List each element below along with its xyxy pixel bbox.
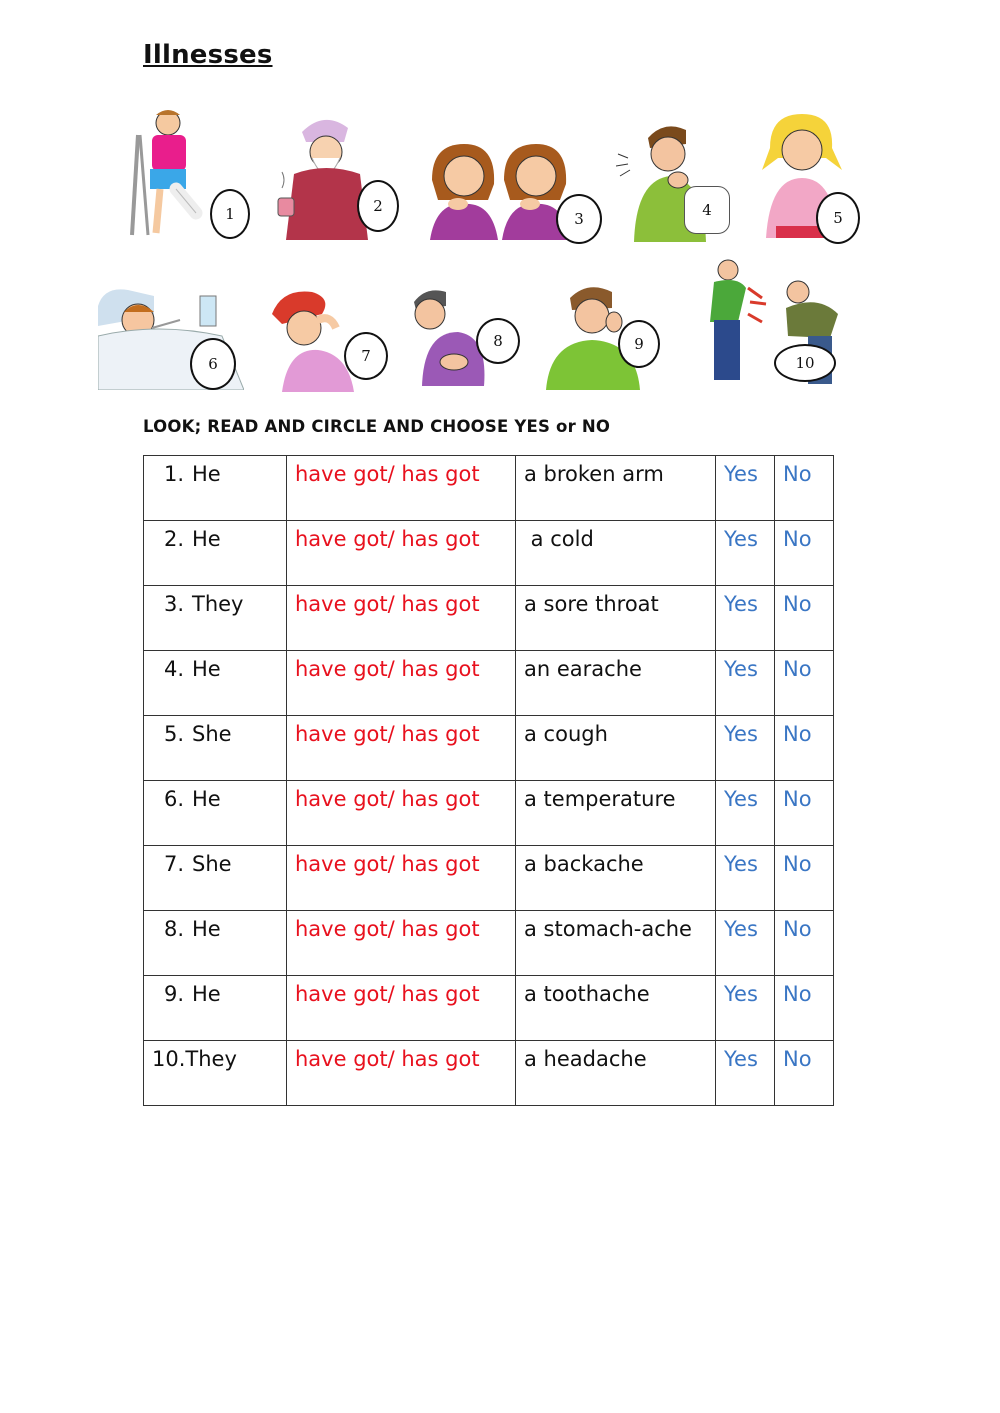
picture-number-5: 5 — [816, 192, 860, 244]
subject-cell — [144, 586, 287, 651]
picture-7 — [262, 284, 392, 392]
yes-option[interactable]: Yes — [716, 716, 775, 781]
table-row — [144, 456, 834, 521]
table-row — [144, 716, 834, 781]
picture-number-10: 10 — [774, 344, 836, 382]
subject-cell — [144, 521, 287, 586]
picture-10 — [688, 258, 864, 390]
table-row — [144, 1041, 834, 1106]
picture-number-3: 3 — [556, 194, 602, 244]
item-number: 4. — [163, 657, 184, 681]
subject-cell — [144, 651, 287, 716]
verb-choice[interactable]: have got/ has got — [287, 586, 516, 651]
illustration-strip — [0, 0, 1000, 400]
subject-cell — [144, 911, 287, 976]
subject: He — [192, 982, 221, 1006]
picture-6 — [98, 266, 244, 390]
no-option[interactable]: No — [775, 651, 834, 716]
picture-number-9: 9 — [618, 320, 660, 368]
illness-cell: a cold — [516, 521, 716, 586]
illness-cell: a temperature — [516, 781, 716, 846]
picture-number-1: 1 — [210, 189, 250, 239]
picture-1 — [126, 105, 256, 245]
two-girls-sore-throat-icon — [428, 140, 573, 244]
table-row — [144, 781, 834, 846]
illness-cell: a toothache — [516, 976, 716, 1041]
picture-number-6: 6 — [190, 338, 236, 390]
item-number: 2. — [163, 527, 184, 551]
no-option[interactable]: No — [775, 456, 834, 521]
subject: They — [192, 592, 244, 616]
illness-cell: a broken arm — [516, 456, 716, 521]
picture-8 — [404, 286, 532, 386]
subject-cell — [144, 846, 287, 911]
item-number: 6. — [163, 787, 184, 811]
yes-option[interactable]: Yes — [716, 781, 775, 846]
subject: He — [192, 462, 221, 486]
verb-choice[interactable]: have got/ has got — [287, 976, 516, 1041]
verb-choice[interactable]: have got/ has got — [287, 651, 516, 716]
subject-cell — [144, 456, 287, 521]
verb-choice[interactable]: have got/ has got — [287, 1041, 516, 1106]
item-number: 5. — [163, 722, 184, 746]
subject: He — [192, 657, 221, 681]
yes-option[interactable]: Yes — [716, 846, 775, 911]
subject: He — [192, 527, 221, 551]
item-number: 1. — [163, 462, 184, 486]
subject-cell — [144, 716, 287, 781]
no-option[interactable]: No — [775, 716, 834, 781]
table-row — [144, 651, 834, 716]
picture-number-8: 8 — [476, 318, 520, 364]
yes-option[interactable]: Yes — [716, 1041, 775, 1106]
item-number: 3. — [163, 592, 184, 616]
picture-number-4: 4 — [684, 186, 730, 234]
verb-choice[interactable]: have got/ has got — [287, 846, 516, 911]
subject: They — [185, 1047, 237, 1071]
subject-cell — [144, 781, 287, 846]
no-option[interactable]: No — [775, 976, 834, 1041]
subject: He — [192, 787, 221, 811]
item-number: 10. — [152, 1047, 186, 1071]
item-number: 7. — [163, 852, 184, 876]
illness-cell: a cough — [516, 716, 716, 781]
verb-choice[interactable]: have got/ has got — [287, 781, 516, 846]
picture-number-2: 2 — [357, 180, 399, 232]
subject: She — [192, 852, 232, 876]
no-option[interactable]: No — [775, 1041, 834, 1106]
item-number: 9. — [163, 982, 184, 1006]
table-row — [144, 586, 834, 651]
subject-cell — [144, 1041, 287, 1106]
illness-cell: a sore throat — [516, 586, 716, 651]
verb-choice[interactable]: have got/ has got — [287, 716, 516, 781]
page-title: Illnesses — [143, 40, 273, 70]
item-number: 8. — [163, 917, 184, 941]
yes-option[interactable]: Yes — [716, 976, 775, 1041]
instructions: LOOK; READ AND CIRCLE AND CHOOSE YES or NO — [143, 417, 611, 436]
picture-3 — [428, 140, 608, 244]
no-option[interactable]: No — [775, 521, 834, 586]
yes-option[interactable]: Yes — [716, 456, 775, 521]
yes-option[interactable]: Yes — [716, 521, 775, 586]
illness-cell: a backache — [516, 846, 716, 911]
picture-number-7: 7 — [344, 332, 388, 380]
yes-option[interactable]: Yes — [716, 911, 775, 976]
subject: He — [192, 917, 221, 941]
yes-option[interactable]: Yes — [716, 651, 775, 716]
subject: She — [192, 722, 232, 746]
no-option[interactable]: No — [775, 586, 834, 651]
yes-option[interactable]: Yes — [716, 586, 775, 651]
table-row — [144, 846, 834, 911]
illness-cell: an earache — [516, 651, 716, 716]
illness-cell: a stomach-ache — [516, 911, 716, 976]
picture-5 — [756, 108, 866, 244]
table-row — [144, 976, 834, 1041]
table-row — [144, 521, 834, 586]
verb-choice[interactable]: have got/ has got — [287, 911, 516, 976]
exercise-table — [143, 455, 834, 1106]
verb-choice[interactable]: have got/ has got — [287, 521, 516, 586]
no-option[interactable]: No — [775, 846, 834, 911]
verb-choice[interactable]: have got/ has got — [287, 456, 516, 521]
picture-2 — [272, 112, 412, 244]
no-option[interactable]: No — [775, 911, 834, 976]
subject-cell — [144, 976, 287, 1041]
table-row — [144, 911, 834, 976]
picture-4 — [616, 118, 746, 246]
picture-9 — [540, 282, 664, 390]
no-option[interactable]: No — [775, 781, 834, 846]
illness-cell: a headache — [516, 1041, 716, 1106]
